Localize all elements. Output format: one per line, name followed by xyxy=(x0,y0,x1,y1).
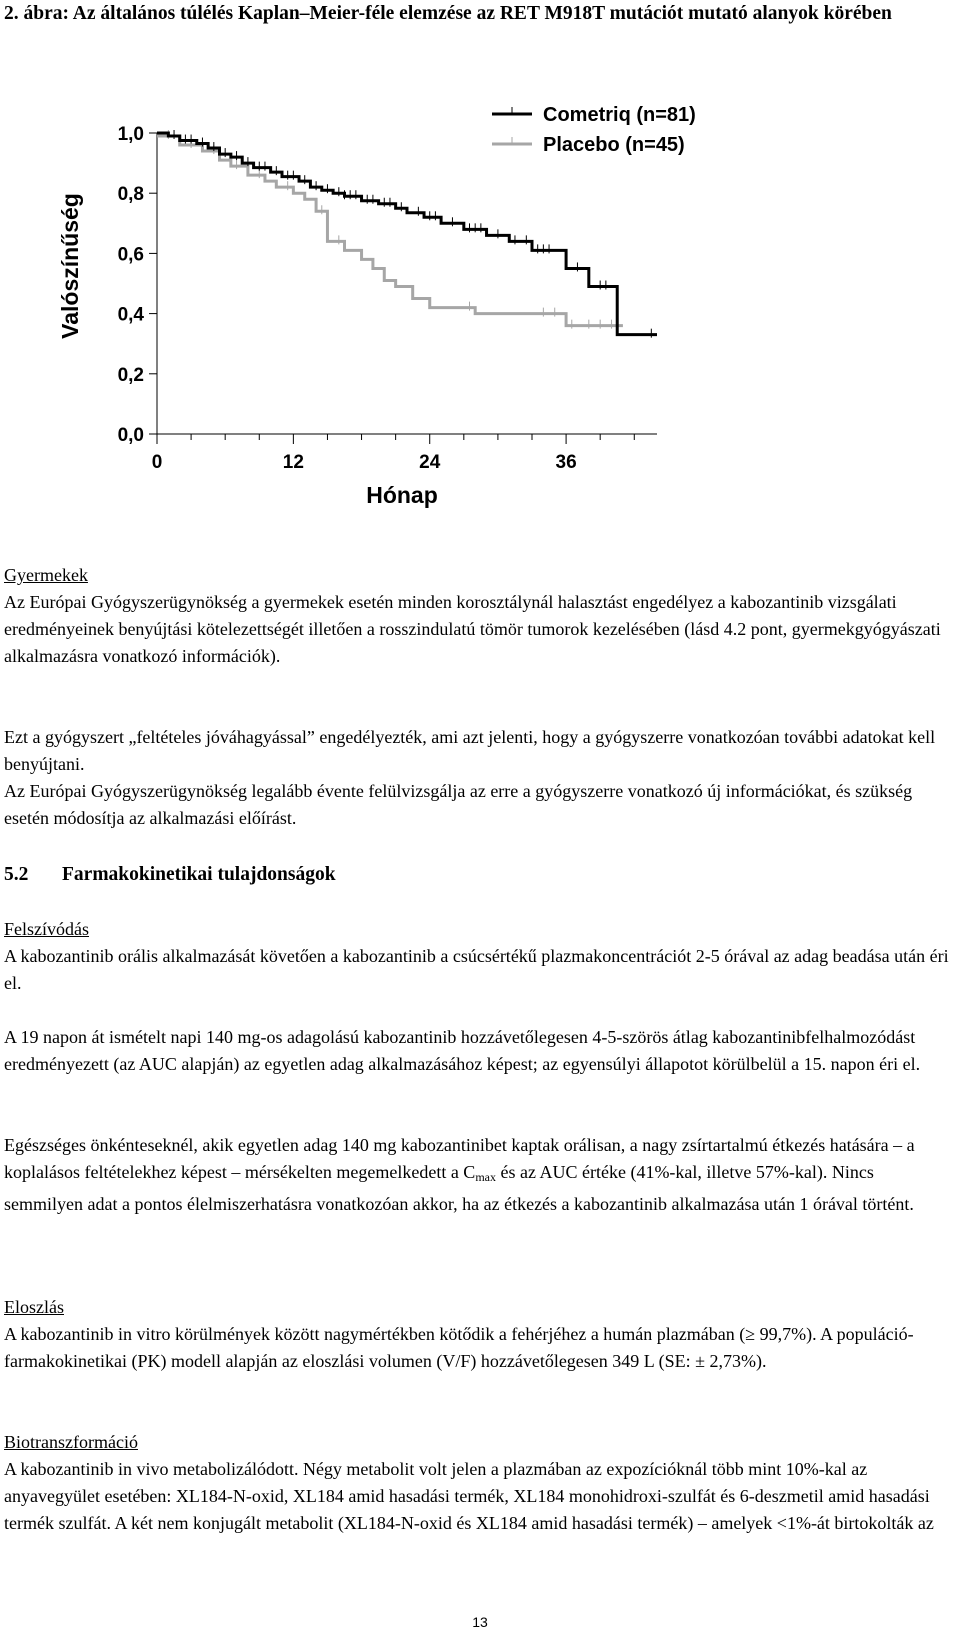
section-title: Farmakokinetikai tulajdonságok xyxy=(62,864,336,885)
survival-curve xyxy=(157,136,623,326)
y-tick-label: 0,2 xyxy=(117,364,144,386)
absorption-text-2: A 19 napon át ismételt napi 140 mg-os adagolású kabozantinib hozzávetőlegesen 4-5-szörös átlag kabozantinibfelhalmozódást eredményezett (az AUC alapján) az egyetlen adag alkalmazásához képest; az egyensúlyi állapotot körülbelül a 15. napon éri el. xyxy=(4,1027,921,1074)
distribution-heading: Eloszlás xyxy=(4,1297,64,1317)
page-number: 13 xyxy=(472,1614,488,1630)
y-axis-label: Valószínűség xyxy=(57,193,83,339)
absorption-section xyxy=(4,916,954,997)
biotransformation-section xyxy=(4,1429,954,1537)
conditional-text-2: Az Európai Gyógyszerügynökség legalább évente felülvizsgálja az erre a gyógyszerre vonatkozó új információkat, és szükség esetén módosítja az alkalmazási előírást. xyxy=(4,781,913,828)
legend-label: Cometriq (n=81) xyxy=(543,104,696,126)
distribution-text: A kabozantinib in vitro körülmények között nagymértékben kötődik a fehérjéhez a humán plazmában (≥ 99,7%). A populáció-farmakokinetikai (PK) modell alapján az eloszlási volumen (V/F) hozzávetőlegesen 349 L (SE: ± 2,73%). xyxy=(4,1324,914,1371)
children-text: Az Európai Gyógyszerügynökség a gyermekek esetén minden korosztálynál halasztást engedélyez a kabozantinib vizsgálati eredményeinek benyújtási kötelezettségét illetően a rosszindulatú tömör tumorok kezelésében (lásd 4.2 pont, gyermekgyógyászati alkalmazásra vonatkozó információk). xyxy=(4,592,941,666)
conditional-approval-section xyxy=(4,724,954,832)
y-tick-label: 0,8 xyxy=(117,184,144,206)
absorption-paragraph-3 xyxy=(4,1132,954,1218)
absorption-paragraph-2 xyxy=(4,1024,954,1078)
children-section xyxy=(4,562,954,670)
x-tick-label: 0 xyxy=(151,452,163,473)
absorption-text-3b: és az AUC értéke (41%-kal, illetve 57%-kal). Nincs semmilyen adat a pontos élelmiszerhatásra vonatkozóan akkor, ha az étkezés a kabozantinib alkalmazása után 1 órával történt. xyxy=(4,1162,914,1214)
x-tick-label: 12 xyxy=(282,452,304,473)
biotransformation-text: A kabozantinib in vivo metabolizálódott. Négy metabolit volt jelen a plazmában az expozícióknál több mint 10%-kal az anyavegyület esetében: XL184-N-oxid, XL184 amid hasadási termék, XL184 monohidroxi-szulfát és 6-deszmetil amid hasadási termék szulfát. A két nem konjugált metabolit (XL184-N-oxid és XL184 amid hasadási termék) – amelyek <1%-át birtokolták az xyxy=(4,1459,934,1533)
conditional-text-1: Ezt a gyógyszert „feltételes jóváhagyással” engedélyezték, ami azt jelenti, hogy a gyógyszerre vonatkozóan további adatokat kell benyújtani. xyxy=(4,727,936,774)
x-tick-label: 24 xyxy=(419,452,441,473)
section-5-2-heading xyxy=(4,861,336,888)
y-tick-label: 1,0 xyxy=(117,124,144,145)
x-tick-label: 36 xyxy=(555,452,577,473)
km-chart xyxy=(0,0,960,530)
x-axis-label: Hónap xyxy=(366,482,438,508)
figure-title: 2. ábra: Az általános túlélés Kaplan–Meier-féle elemzése az RET M918T mutációt mutató alanyok körében xyxy=(4,3,892,24)
children-heading: Gyermekek xyxy=(4,565,88,585)
distribution-section xyxy=(4,1294,954,1375)
cmax-subscript: max xyxy=(475,1170,496,1184)
y-tick-label: 0,6 xyxy=(117,244,144,266)
absorption-text-3 xyxy=(4,1132,954,1218)
absorption-heading: Felszívódás xyxy=(4,919,89,939)
section-number: 5.2 xyxy=(4,864,29,885)
y-tick-label: 0,0 xyxy=(117,425,144,446)
absorption-text-1: A kabozantinib orális alkalmazását követően a kabozantinib a csúcsértékű plazmakoncentrációt 2-5 órával az adag beadása után éri el. xyxy=(4,946,949,993)
absorption-text-3a: Egészséges önkénteseknél, akik egyetlen adag 140 mg kabozantinibet kaptak orálisan, a nagy zsírtartalmú étkezés hatására – a koplalásos feltételekhez képest – mérsékelten megemelkedett a C xyxy=(4,1135,915,1182)
biotransformation-heading: Biotranszformáció xyxy=(4,1432,138,1452)
legend-label: Placebo (n=45) xyxy=(543,134,685,156)
y-tick-label: 0,4 xyxy=(117,304,144,326)
